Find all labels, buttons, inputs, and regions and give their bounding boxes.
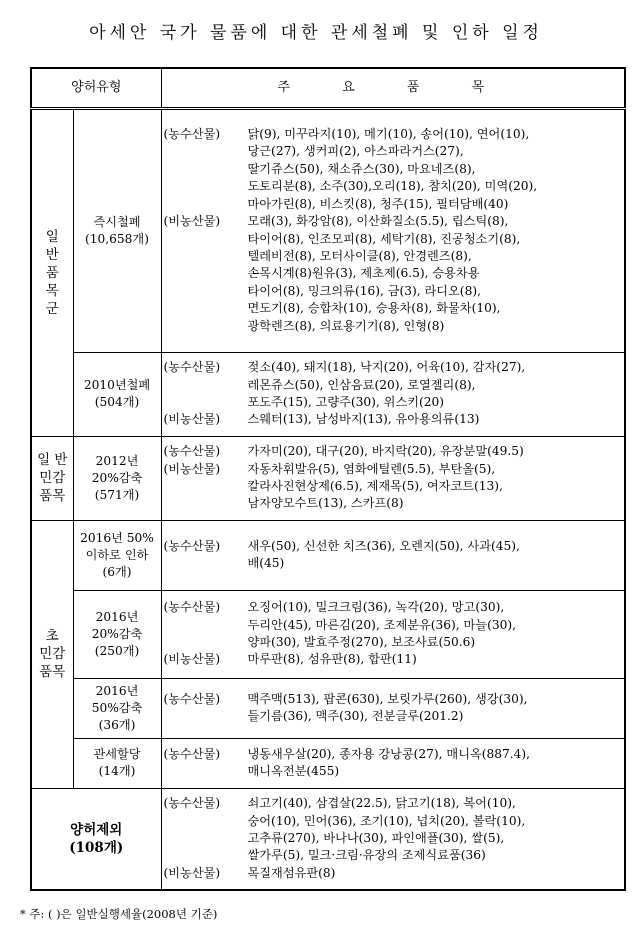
item-line: 마루판(8), 섬유판(8), 합판(11): [247, 652, 417, 667]
items-cell: [161, 352, 625, 436]
items-cell: [161, 788, 625, 890]
item-line: 들기름(36), 맥주(30), 전분글루(201.2): [247, 709, 464, 723]
item-line: 타이어(8), 밍크의류(16), 금(3), 라디오(8),: [247, 283, 481, 298]
item-line: 딸기쥬스(50), 채소쥬스(30), 마요네즈(8),: [247, 161, 476, 176]
item-list: [248, 865, 622, 882]
item-line: 냉동새우살(20), 종자용 강낭콩(27), 매니옥(887.4),: [247, 746, 531, 761]
category-block: [164, 599, 622, 651]
table-row: [31, 436, 625, 520]
category-label: (농수산물): [163, 444, 221, 459]
category-label: (비농산물): [163, 461, 221, 476]
page-title: 아세안 국가 물품에 대한 관세철폐 및 인하 일정: [89, 23, 543, 43]
category-block: [164, 746, 622, 781]
item-list: [248, 411, 622, 428]
item-line: 닭(9), 미꾸라지(10), 메기(10), 송어(10), 연어(10),: [247, 127, 530, 142]
item-list: [248, 359, 622, 411]
subtype-cell: 2012년 20%감축 (571개): [73, 436, 161, 520]
category-block: [164, 411, 622, 428]
table-row: [31, 520, 625, 590]
item-line: 목질재섬유판(8): [247, 865, 336, 880]
item-line: 고추류(270), 바나나(30), 파인애플(30), 쌀(5),: [247, 831, 505, 846]
item-line: 매니옥전분(455): [247, 764, 340, 778]
item-list: [248, 651, 622, 668]
category-block: [164, 651, 622, 668]
item-line: 손목시계(8)원유(3), 제초제(6.5), 승용차용: [247, 266, 480, 281]
subtype-cell: 2016년 20%감축 (250개): [73, 590, 161, 678]
items-cell: [161, 436, 625, 520]
subtype-cell: 2010년철폐 (504개): [73, 352, 161, 436]
category-label: (농수산물): [163, 600, 221, 615]
item-line: 모래(3), 화강암(8), 이산화질소(5.5), 립스틱(8),: [247, 214, 509, 229]
category-block: [164, 865, 622, 882]
item-line: 스웨터(13), 남성바지(13), 유아용의류(13): [247, 412, 480, 427]
item-line: 텔레비전(8), 모터사이클(8), 안경렌즈(8),: [247, 248, 472, 263]
subtype-cell: 2016년 50% 이하로 인하 (6개): [73, 520, 161, 590]
category-label: (농수산물): [163, 127, 221, 142]
item-line: 쌀가루(5), 밀크·크림·유장의 조제식료품(36): [247, 848, 486, 863]
item-line: 당근(27), 생커피(2), 아스파라거스(27),: [247, 144, 464, 159]
category-label: (농수산물): [163, 360, 221, 375]
group-exclusion: 양허제외 (108개): [31, 788, 161, 890]
category-label: (비농산물): [163, 652, 221, 667]
category-block: [164, 538, 622, 573]
items-cell: [161, 108, 625, 352]
item-line: 양파(30), 발효주정(270), 보조사료(50.6): [247, 635, 476, 649]
items-cell: [161, 738, 625, 788]
category-label: (비농산물): [163, 412, 221, 427]
header-items: 주 요 품 목: [161, 68, 625, 108]
category-label: (비농산물): [163, 214, 221, 229]
tariff-schedule-table: [30, 67, 626, 891]
item-line: 가자미(20), 대구(20), 바지락(20), 유장분말(49.5): [247, 444, 524, 459]
table-row: [31, 108, 625, 352]
subtype-cell: 2016년 50%감축 (36개): [73, 678, 161, 738]
table-row: [31, 352, 625, 436]
category-label: (농수산물): [163, 796, 221, 811]
group-highly-sensitive: 초 민감 품목: [31, 520, 73, 788]
category-block: [164, 795, 622, 865]
category-label: (농수산물): [163, 746, 221, 761]
item-line: 도토리분(8), 소주(30),오리(18), 참치(20), 미역(20),: [247, 179, 538, 194]
item-list: [248, 691, 622, 726]
item-list: [248, 461, 622, 513]
category-label: (농수산물): [163, 691, 221, 706]
table-row: [31, 788, 625, 890]
item-line: 남자양모수트(13), 스카프(8): [247, 496, 404, 511]
item-line: 두리안(45), 마른김(20), 조제분유(36), 마늘(30),: [247, 617, 516, 632]
item-line: 새우(50), 신선한 치즈(36), 오렌지(50), 사과(45),: [247, 538, 520, 553]
item-line: 면도기(8), 승합차(10), 승용차(8), 화물차(10),: [247, 301, 501, 316]
item-line: 레몬쥬스(50), 인삼음료(20), 로열젤리(8),: [247, 377, 476, 392]
item-line: 배(45): [247, 556, 285, 570]
items-cell: [161, 590, 625, 678]
header-type: 양허유형: [31, 68, 161, 108]
category-block: [164, 359, 622, 411]
item-list: [248, 443, 622, 460]
category-block: [164, 213, 622, 335]
category-label: (비농산물): [163, 865, 221, 880]
item-list: [248, 213, 622, 335]
items-cell: [161, 678, 625, 738]
item-line: 광학렌즈(8), 의료용기기(8), 인형(8): [247, 318, 445, 333]
item-list: [248, 538, 622, 573]
footnote: * 주: ( )은 일반실행세율(2008년 기준): [20, 907, 218, 921]
item-list: [248, 126, 622, 213]
item-line: 쇠고기(40), 삼겹살(22.5), 닭고기(18), 복어(10),: [247, 796, 516, 811]
item-line: 숭어(10), 민어(36), 조기(10), 넙치(20), 볼락(10),: [247, 813, 526, 828]
category-block: [164, 126, 622, 213]
table-row: [31, 678, 625, 738]
item-line: 자동차휘발유(5), 염화에틸렌(5.5), 부탄올(5),: [247, 461, 496, 476]
category-block: [164, 691, 622, 726]
item-line: 맥주맥(513), 팝콘(630), 보릿가루(260), 생강(30),: [247, 691, 528, 706]
item-line: 젖소(40), 돼지(18), 낙지(20), 어육(10), 감자(27),: [247, 360, 526, 375]
table-row: [31, 590, 625, 678]
item-list: [248, 795, 622, 865]
item-list: [248, 599, 622, 651]
item-line: 칼라사진현상제(6.5), 제재목(5), 여자코트(13),: [247, 479, 503, 493]
item-line: 마아가린(8), 비스킷(8), 청주(15), 필터담배(40): [247, 196, 509, 211]
group-general: 일 반 품 목 군: [31, 108, 73, 436]
item-line: 타이어(8), 인조모피(8), 세탁기(8), 진공청소기(8),: [247, 231, 521, 246]
item-line: 오징어(10), 밀크크림(36), 녹각(20), 망고(30),: [247, 600, 505, 615]
subtype-cell: 즉시철폐 (10,658개): [73, 108, 161, 352]
category-block: [164, 461, 622, 513]
table-header-row: [31, 68, 625, 108]
category-block: [164, 443, 622, 460]
item-list: [248, 746, 622, 781]
subtype-cell: 관세할당 (14개): [73, 738, 161, 788]
item-line: 포도주(15), 고량주(30), 위스키(20): [247, 395, 445, 409]
items-cell: [161, 520, 625, 590]
category-label: (농수산물): [163, 538, 221, 553]
group-general-sensitive: 일 반 민감 품목: [31, 436, 73, 520]
table-row: [31, 738, 625, 788]
